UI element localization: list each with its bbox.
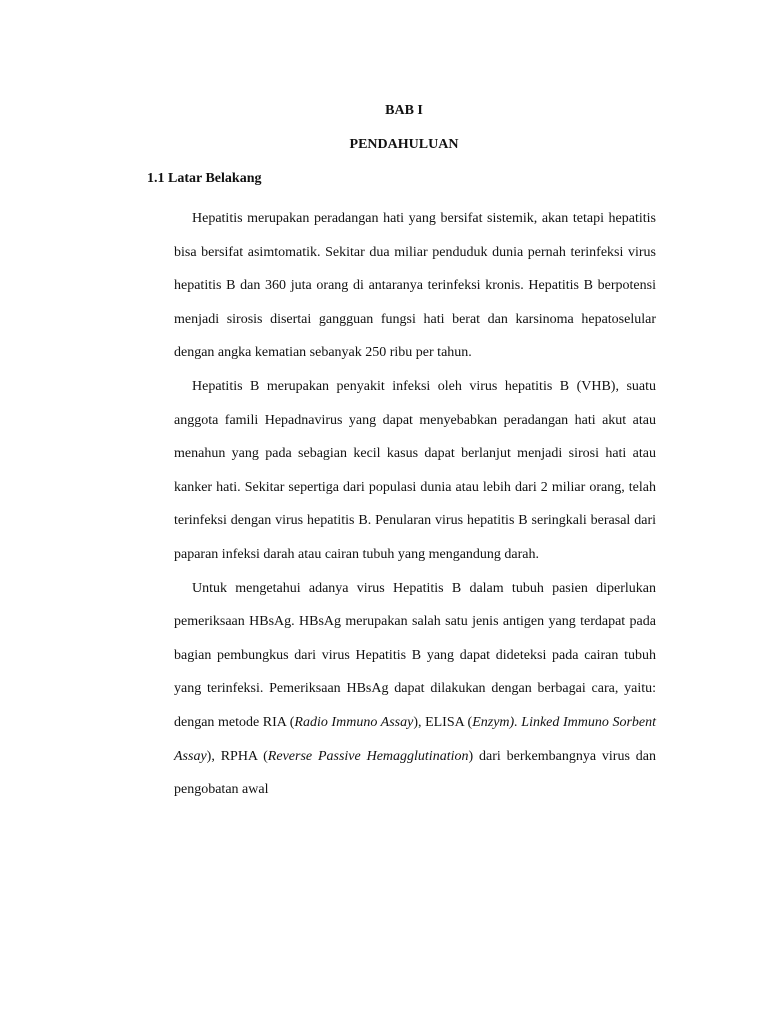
- chapter-number: BAB I: [385, 103, 423, 118]
- paragraph-3-part-b: ), ELISA (: [413, 714, 473, 730]
- term-rpha: Reverse Passive Hemagglutination: [267, 748, 469, 764]
- paragraph-1: Hepatitis merupakan peradangan hati yang bersifat sistemik, akan tetapi hepatitis bisa bersifat asimtomatik. Sekitar dua miliar penduduk dunia pernah terinfeksi virus hepatitis B dan 360 juta orang di antaranya terinfeksi kronis. Hepatitis B berpotensi menjadi sirosis disertai gangguan fungsi hati berat dan karsinoma hepatoselular dengan angka kematian sebanyak 250 ribu per tahun.: [174, 211, 656, 361]
- paragraph-3: [174, 572, 656, 807]
- section-heading: 1.1 Latar Belakang: [147, 171, 262, 186]
- term-ria: Radio Immuno Assay: [294, 714, 414, 730]
- paragraph-3-part-c: ), RPHA (: [206, 748, 268, 764]
- paragraph-3-part-d: ) dari berkembangnya virus dan pengobatan awal: [174, 748, 656, 798]
- term-elisa: Enzym). Linked Immuno Sorbent Assay: [174, 714, 657, 764]
- chapter-title: PENDAHULUAN: [349, 137, 459, 152]
- paragraph-3-part-a: Untuk mengetahui adanya virus Hepatitis B dalam tubuh pasien diperlukan pemeriksaan HBsAg. HBsAg merupakan salah satu jenis antigen yang terdapat pada bagian pembungkus dari virus Hepatitis B yang dapat dideteksi pada cairan tubuh yang terinfeksi. Pemeriksaan HBsAg dapat dilakukan dengan berbagai cara, yaitu: dengan metode RIA (: [174, 580, 656, 730]
- paragraph-2: Hepatitis B merupakan penyakit infeksi oleh virus hepatitis B (VHB), suatu anggota famili Hepadnavirus yang dapat menyebabkan peradangan hati akut atau menahun yang pada sebagian kecil kasus dapat berlanjut menjadi sirosi hati atau kanker hati. Sekitar sepertiga dari populasi dunia atau lebih dari 2 miliar orang, telah terinfeksi dengan virus hepatitis B. Penularan virus hepatitis B seringkali berasal dari paparan infeksi darah atau cairan tubuh yang mengandung darah.: [174, 378, 656, 562]
- body-text: [174, 202, 656, 807]
